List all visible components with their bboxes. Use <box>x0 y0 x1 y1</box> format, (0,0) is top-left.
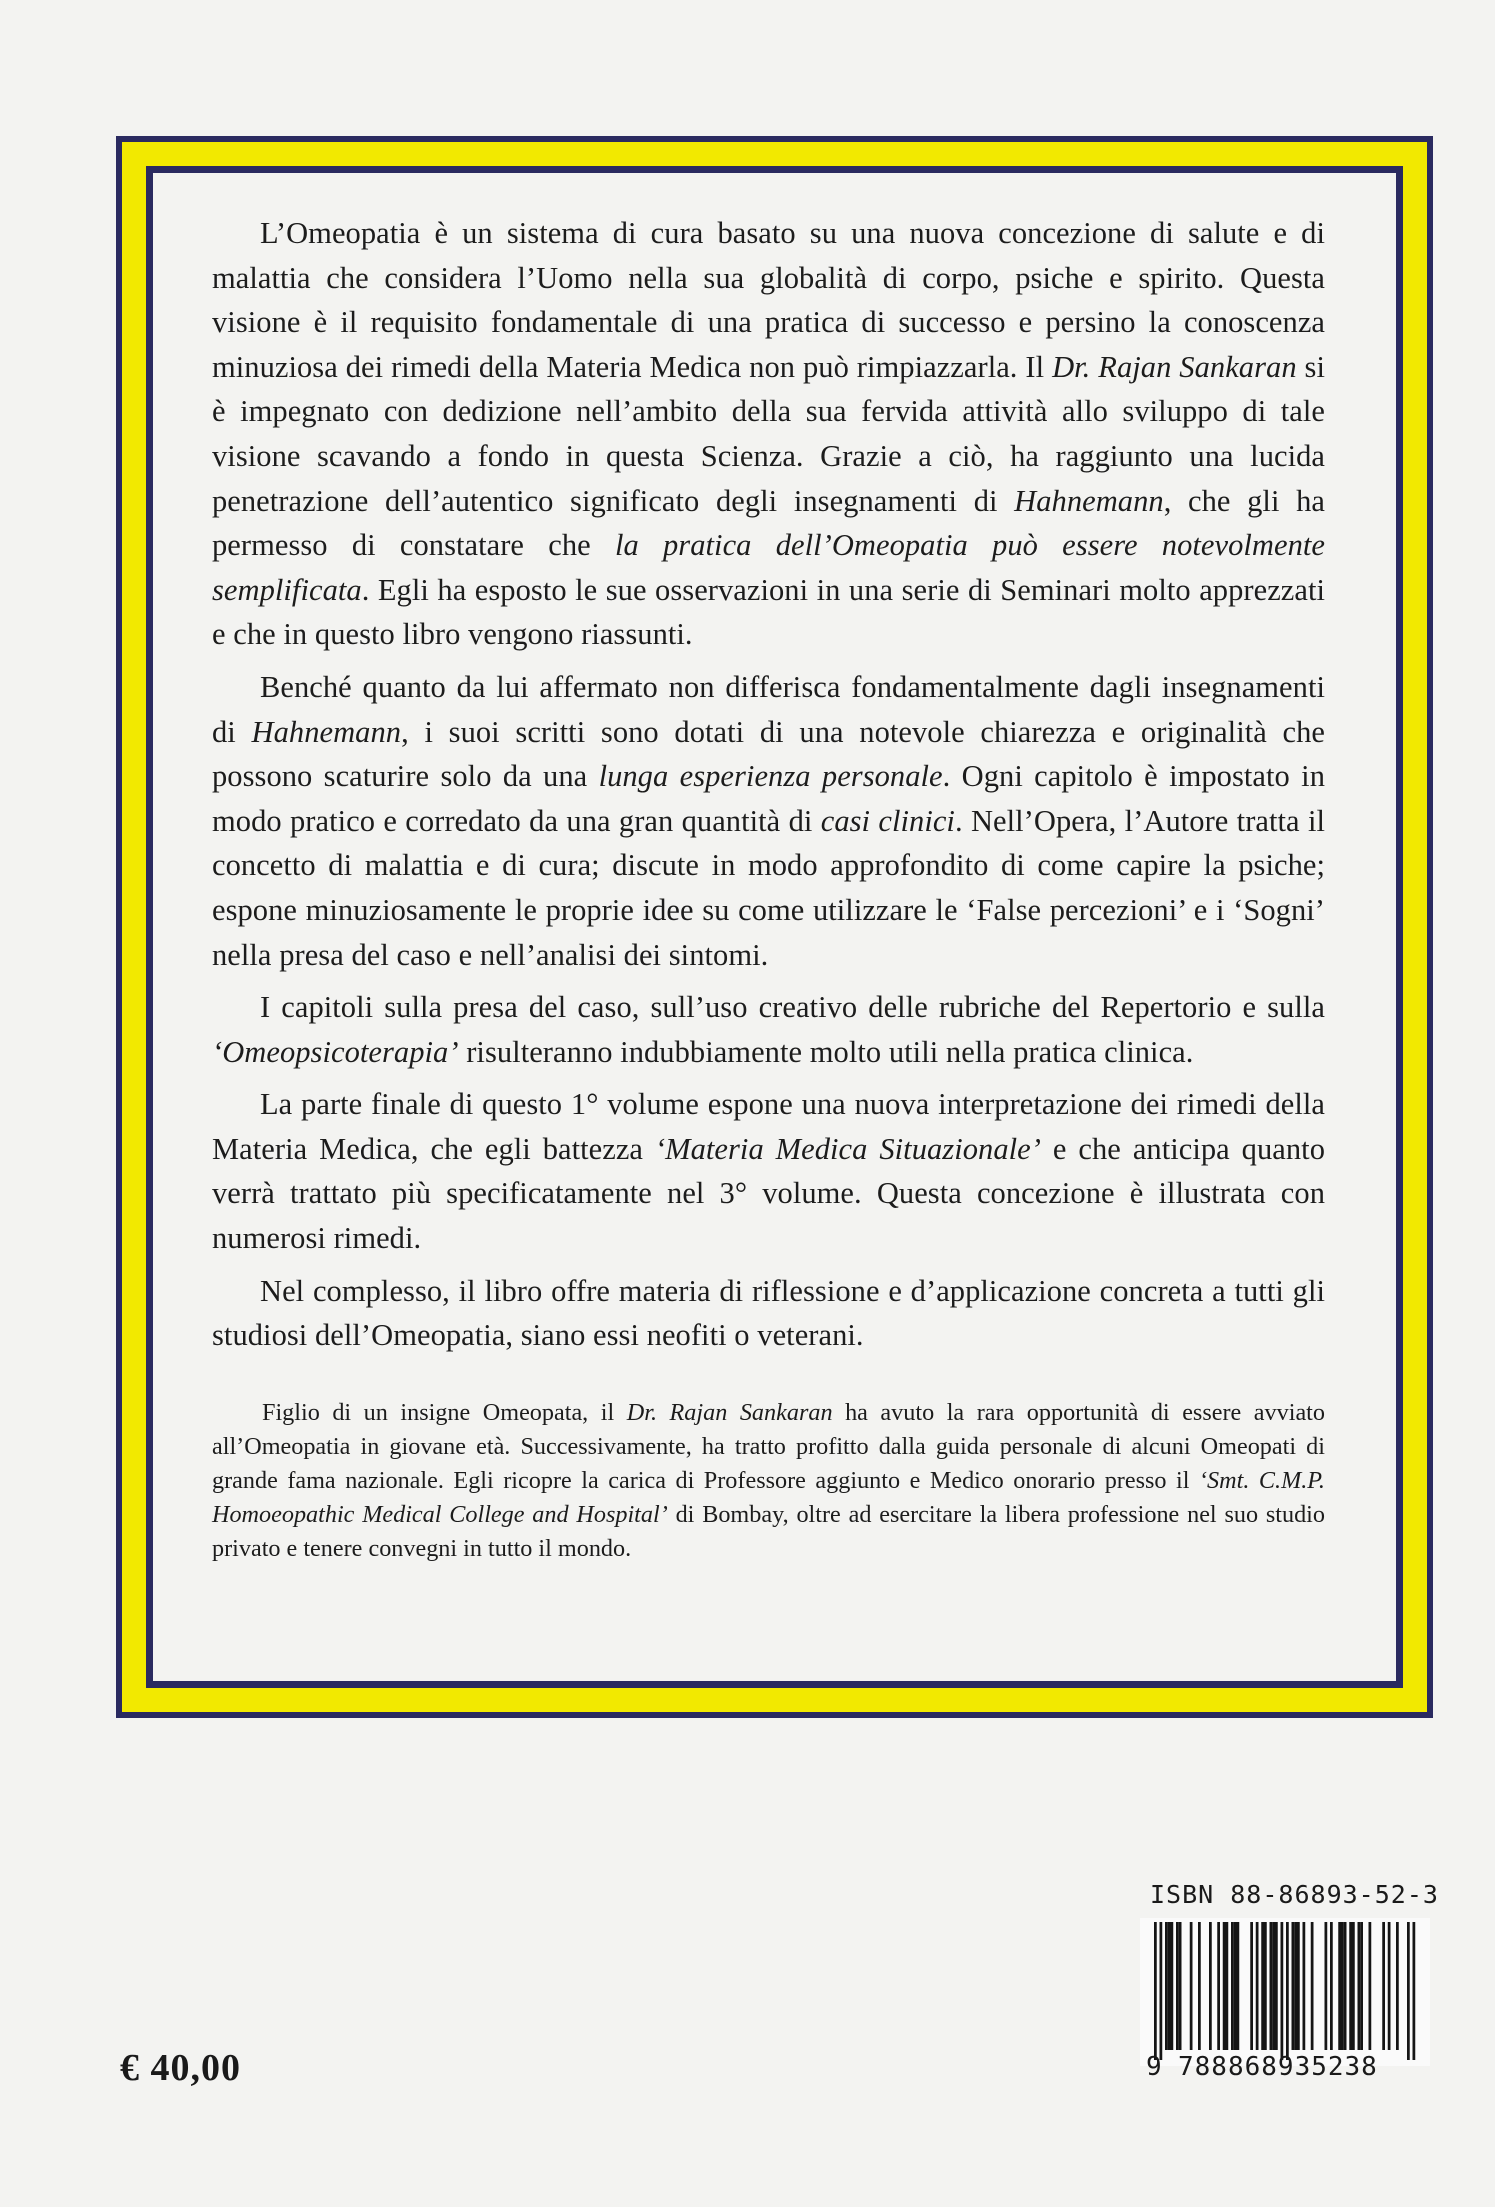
barcode-bar <box>1382 1922 1385 2050</box>
barcode-bar <box>1234 1922 1237 2050</box>
text-run: L’Omeopatia è un sistema di cura basato su una nuova concezione di salute e di malattia che considera l’Uomo nella sua globalità di corpo, psiche e spirito. Questa visione è il requisito fondamentale di una pratica di successo e persino la conoscenza minuziosa dei rimedi della Materia Medica non può rimpiazzarla. Il <box>212 216 1325 384</box>
barcode-bar <box>1388 1922 1391 2050</box>
barcode-bar <box>1154 1922 1157 2060</box>
barcode-bar <box>1338 1922 1341 2050</box>
barcode-bar <box>1396 1922 1399 2050</box>
barcode-bar <box>1198 1922 1201 2050</box>
barcode-bar <box>1341 1922 1344 2050</box>
barcode-bar <box>1311 1922 1314 2050</box>
barcode-bar <box>1226 1922 1229 2050</box>
italic-text-run: ‘Smt. C.M.P. Homoeopathic Medical College and Hospital’ <box>212 1466 1325 1528</box>
barcode-bar <box>1179 1922 1182 2050</box>
barcode-bar <box>1286 1922 1289 2060</box>
barcode-bar <box>1256 1922 1259 2050</box>
barcode-bar <box>1250 1922 1253 2050</box>
barcode-bar <box>1352 1922 1355 2050</box>
barcode-bar <box>1349 1922 1352 2050</box>
text-run: . Ogni capitolo è impostato in modo pratico e corredato da una gran quantità di <box>212 759 1325 838</box>
barcode-bar <box>1165 1922 1168 2050</box>
italic-text-run: ‘Omeopsicoterapia’ <box>212 1034 459 1069</box>
barcode-bar <box>1272 1922 1275 2050</box>
barcode-bar <box>1270 1922 1273 2050</box>
barcode-bar <box>1294 1922 1297 2050</box>
text-run: . Nell’Opera, l’Autore tratta il concetto di malattia e di cura; discute in modo approfondito di come capire la psiche; espone minuziosamente le proprie idee su come utilizzare le ‘False percezioni’ e i ‘Sogni’ nella presa del caso e nell’analisi dei sintomi. <box>212 803 1326 972</box>
text-run: Benché quanto da lui affermato non differisca fondamentalmente dagli insegnamenti di <box>212 669 1325 749</box>
barcode-bar <box>1223 1922 1226 2050</box>
text-run: Nel complesso, il libro offre materia di riflessione e d’applicazione concreta a tutti gli studiosi dell’Omeopatia, siano essi neofiti o veterani. <box>212 1273 1325 1353</box>
text-run: , i suoi scritti sono dotati di una notevole chiarezza e originalità che possono scaturire solo da una <box>212 714 1326 794</box>
barcode-bar <box>1264 1922 1267 2050</box>
barcode-bar <box>1344 1922 1347 2050</box>
barcode-bar <box>1275 1922 1278 2050</box>
italic-text-run: la pratica dell’Omeopatia può essere notevolmente semplificata <box>212 528 1325 607</box>
back-cover-text <box>212 211 1325 1566</box>
barcode-bar <box>1237 1922 1240 2050</box>
price-label: € 40,00 <box>120 2047 241 2089</box>
description-paragraph <box>212 985 1325 1074</box>
text-run: I capitoli sulla presa del caso, sull’uso creativo delle rubriche del Repertorio e sulla <box>260 990 1325 1025</box>
barcode-bar <box>1303 1922 1306 2050</box>
barcode-bars <box>1140 1918 1430 2066</box>
barcode-bar <box>1325 1922 1328 2050</box>
text-run: si è impegnato con dedizione nell’ambito della sua fervida attività allo sviluppo di tale visione scavando a fondo in questa Scienza. Grazie a ciò, ha raggiunto una lucida penetrazione dell’autentico significato degli insegnamenti di <box>212 349 1325 518</box>
barcode-bar <box>1297 1922 1300 2050</box>
text-run: risulteranno indubbiamente molto utili nella pratica clinica. <box>458 1034 1194 1069</box>
barcode-bar <box>1369 1922 1372 2050</box>
italic-text-run: Hahnemann <box>1014 483 1164 518</box>
barcode-bar <box>1360 1922 1363 2050</box>
text-run: . Egli ha esposto le sue osservazioni in una serie di Seminari molto apprezzati e che in questo libro vengono riassunti. <box>212 572 1325 652</box>
barcode-bar <box>1190 1922 1193 2050</box>
barcode-bar <box>1231 1922 1234 2050</box>
italic-text-run: casi clinici <box>820 803 955 838</box>
text-run: di Bombay, oltre ad esercitare la libera professione nel suo studio privato e tenere convegni in tutto il mondo. <box>212 1500 1325 1562</box>
barcode-bar <box>1160 1922 1163 2060</box>
barcode-bar <box>1292 1922 1295 2050</box>
text-run: Figlio di un insigne Omeopata, il <box>262 1398 627 1426</box>
barcode-bar <box>1168 1922 1171 2050</box>
text-run: e che anticipa quanto verrà trattato più specificatamente nel 3° volume. Questa concezione è illustrata con numerosi rimedi. <box>212 1131 1325 1256</box>
barcode-digits-rest: 788868935238 <box>1178 2052 1378 2082</box>
text-run: ha avuto la rara opportunità di essere avviato all’Omeopatia in giovane età. Successivamente, ha tratto profitto dalla guida personale di alcuni Omeopati di grande fama nazionale. Egli ricopre la carica di Professore aggiunto e Medico onorario presso il <box>212 1398 1325 1494</box>
barcode-bar <box>1209 1922 1212 2050</box>
barcode-bar <box>1217 1922 1220 2050</box>
italic-text-run: lunga esperienza personale <box>598 759 943 794</box>
description-paragraph <box>212 1082 1325 1260</box>
author-bio-section <box>212 1396 1325 1566</box>
barcode-bar <box>1413 1922 1416 2060</box>
text-run: La parte finale di questo 1° volume espone una nuova interpretazione dei rimedi della Materia Medica, che egli battezza <box>212 1087 1325 1166</box>
barcode-lead-digit: 9 <box>1146 2052 1163 2082</box>
barcode-bar <box>1281 1922 1284 2060</box>
barcode-bar <box>1330 1922 1333 2050</box>
text-run: , che gli ha permesso di constatare che <box>212 483 1325 563</box>
italic-text-run: ‘Materia Medica Situazionale’ <box>654 1131 1041 1166</box>
italic-text-run: Dr. Rajan Sankaran <box>626 1398 833 1426</box>
description-paragraph <box>212 211 1325 657</box>
bio-paragraph <box>212 1396 1325 1566</box>
barcode-bar <box>1261 1922 1264 2050</box>
italic-text-run: Dr. Rajan Sankaran <box>1052 349 1297 384</box>
barcode-bar <box>1176 1922 1179 2050</box>
isbn-label: ISBN 88-86893-52-3 <box>1150 1880 1439 1909</box>
barcode-bar <box>1358 1922 1361 2050</box>
barcode-bar <box>1407 1922 1410 2060</box>
description-paragraph <box>212 1269 1325 1358</box>
italic-text-run: Hahnemann <box>251 714 402 749</box>
description-paragraph <box>212 665 1325 977</box>
barcode <box>1140 1918 1430 2066</box>
description-section <box>212 211 1325 1358</box>
barcode-bar <box>1171 1922 1174 2050</box>
